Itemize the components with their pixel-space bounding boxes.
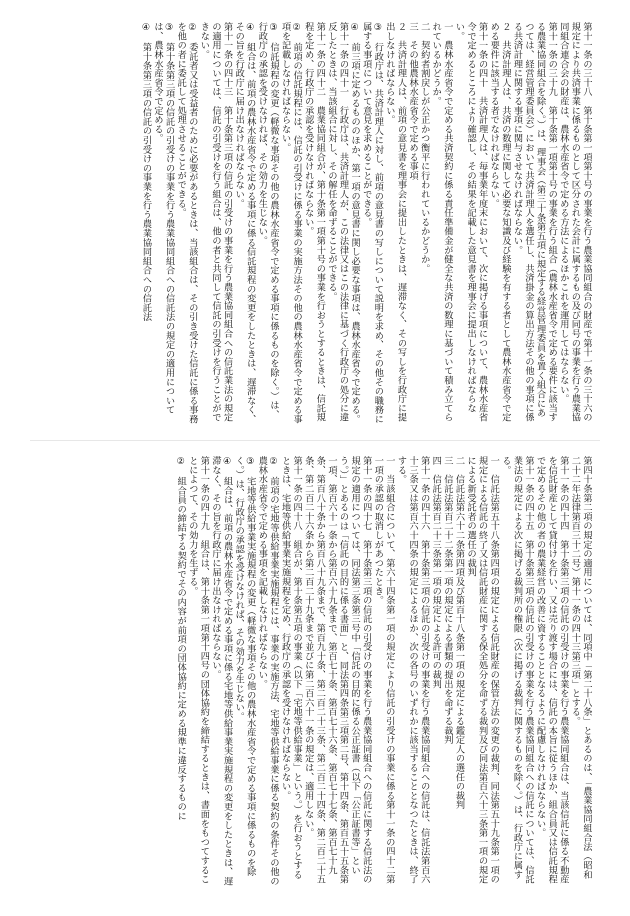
article-a41 bbox=[325, 22, 348, 424]
article-a40 bbox=[349, 22, 488, 424]
article-paragraph: 三 その他農林水産省令で定める事項 bbox=[407, 22, 419, 181]
article-heading-paragraph: 第十一条の四十 共済計理人は、毎事業年度末において、次に掲げる事項について、農林水産省令で定めるところにより確認し、その結果を記載した意見書を理事会に提出しなければならない。 bbox=[453, 22, 488, 422]
upper-text-flow bbox=[36, 22, 592, 424]
article-paragraph: ② 前項の宅地等供給事業実施規程には、事業の実施方法、宅地等供給事業に係る契約の条件その他の農林水産省令で定める事項を記載しなければならない。 bbox=[256, 456, 279, 886]
article-a45 bbox=[430, 456, 534, 888]
article-heading-paragraph: 第十一条の四十一 行政庁は、共済計理人が、この法律又はこの法律に基づく行政庁の処分に違反したときは、当該組合に対し、その解任を命ずることができる。 bbox=[325, 22, 349, 422]
article-paragraph: 二 信託法第六十二条第四項及び第百十八条第一項の規定による鑑定人の選任の裁判 bbox=[453, 456, 465, 810]
article-a38 bbox=[557, 22, 592, 424]
article-heading-paragraph: 第十一条の四十七 第十条第三項の信託の引受けの事業を行う農業協同組合への信託に関する信託法の規定の適用については、同法第三条第三号中「信託の目的に係る公正証書（以下「公正証書等」という。）」とあるのは「信託の目的に係る書面」と、同法第四条第三項第二号、第十四条、第百五十五条第一項、第百六十一条から第百六十九条まで、第百七十条、第百七十六条、第百七十七条、第百七十九条、第百八十条から第百八十九条まで、第百九十条、第二百二十三条、第二百二十四条、第二百二十五条、第二百二十六条から第二百二十九条まで並びに第二百六十一条の規定は、適用しない。 bbox=[302, 456, 372, 884]
article-paragraph: ④ 前三項に定めるもののほか、第一項の意見書に関し必要な事項は、農林水産省令で定める。 bbox=[349, 22, 361, 424]
article-heading-paragraph: 第十一条の四十八 組合が、第十条第五項の事業（以下「宅地等供給事業」という。）を行おうとするときは、宅地等供給事業実施規程を定め、行政庁の承認を受けなければならない。 bbox=[279, 456, 303, 880]
section-divider bbox=[30, 440, 600, 441]
article-paragraph: ③ 第十条第三項の信託の引受けの事業を行う農業協同組合への信託法の規定の適用については、農林水産省令で定める。 bbox=[152, 22, 175, 415]
article-a43 bbox=[140, 22, 233, 424]
lower-text-flow bbox=[36, 456, 592, 888]
article-paragraph: ③ 信託規程の変更（軽微な事項その他の農林水産省令で定める事項に係るものを除く。）は、行政庁の承認を受けなければ、その効力を生じない。 bbox=[256, 22, 279, 420]
article-heading-paragraph: 第十一条の三十九 第十条第一項第十号の事業を行う組合（農林水産省令で定める要件に該当する農業協同組合を除く。）は、理事会（第三十条第五項に規定する経営管理委員を置く組合にあつては、経営管理委員会）において共済計理人を選任し、共済掛金の算出方法その他の事項に係る共済計理に関する事項に関与させなければならない。 bbox=[511, 22, 558, 422]
article-paragraph: ２ 共済計理人は、前項の意見書を理事会に提出したときは、遅滞なく、その写しを行政庁に提出しなければならない。 bbox=[383, 22, 407, 422]
article-heading-paragraph: 第十一条の四十三 第十条第三項の信託の引受けの事業を行う農業協同組合への信託業法の規定の適用については、信託の引受けを行う組合は、他の者と共同して信託の引受けを行うことができない。 bbox=[198, 22, 233, 422]
lower-section bbox=[36, 456, 592, 888]
article-a47 bbox=[302, 456, 372, 888]
article-heading-paragraph: 第十一条の四十二 農業協同組合が、第十条第一項第十号の事業を行おうとするときは、信託規程を定め、行政庁の承認を受けなければならない。 bbox=[302, 22, 326, 422]
article-paragraph: 四 信託法第百二十三条第一項の規定による許可の裁判 bbox=[430, 456, 442, 689]
article-a44 bbox=[534, 456, 569, 888]
article-heading-paragraph: 第十一条の四十六 第十条第三項の信託の引受けの事業を行う農業協同組合への信託は、信託法第百六十三条又は第百六十四条の規定によるほか、次の各号のいずれかに該当することとなつたときは、終了する。 bbox=[395, 456, 430, 884]
article-paragraph: ③ 行政庁は、共済計理人に対し、前項の意見書の写しについて説明を求め、その他その職務に属する事項について意見を求めることができる。 bbox=[360, 22, 384, 424]
article-paragraph: 一 農林水産省令で定める共済契約に係る責任準備金が健全な共済の数理に基づいて積み立てられているかどうか。 bbox=[430, 22, 453, 422]
article-paragraph: ③ 宅地等供給事業実施規程の変更（軽微な事項その他の農林水産省令で定める事項に係るものを除く。）は、行政庁の承認を受けなければ、その効力を生じない。 bbox=[233, 456, 256, 877]
article-b1 bbox=[569, 456, 592, 888]
article-paragraph: 一 当該組合について、第六十四条第一項の規定により信託の引受けの事業に係る第十一条の四十二第一項の承認の取消しがあつたとき。 bbox=[372, 456, 395, 884]
article-paragraph: 一 信託法第五十八条第四項の規定による信託財産の保管方法の変更の裁判、同法第五十九条第一項の規定による信託の終了又は信託財産に関する保全処分を命ずる裁判及び同法第百六十三条第一項の規定による新受託者の選任の裁判 bbox=[465, 456, 500, 884]
article-a42 bbox=[233, 22, 326, 424]
upper-section bbox=[36, 22, 592, 424]
article-paragraph: ④ 組合は、前項の農林水産省令で定める事項に係る信託規程の変更をしたときは、遅滞なく、その旨を行政庁に届け出なければならない。 bbox=[233, 22, 256, 424]
article-paragraph: ④ 第十条第三項の信託の引受けの事業を行う農業協同組合への信託法 bbox=[140, 22, 152, 322]
article-heading-paragraph: 第十一条の四十五 第十条第三項の信託の引受けの事業を行う農業協同組合への信託については、信託業法の規定による次に掲げる裁判所の権限（次に掲げる裁判に関するものを除く。）は、行政庁に属する。 bbox=[499, 456, 535, 884]
article-a48 bbox=[209, 456, 302, 888]
article-a46 bbox=[372, 456, 430, 888]
article-heading-paragraph: 第十一条の四十四 第十条第三項の信託の引受けの事業を行う農業協同組合は、当該信託に係る不動産を信託財産として貸付けを行い、又は売り渡す場合には、信託の本旨に従うほか、組合員又は信託規程で定めるその他の者の農業経営の改善に資することとなるように配慮しなければならない。 bbox=[534, 456, 569, 884]
article-a39 bbox=[488, 22, 558, 424]
article-paragraph: 三 信託法第百二十二条第一項の規定による書類の提出を命ずる裁判 bbox=[441, 456, 453, 745]
article-a49 bbox=[175, 456, 210, 888]
article-heading-paragraph: 第十一条の三十八 第十条第一項第十号の事業を行う農業協同組合の財産で第十一条の三十六の規定により共済事業に係るものとして区分された会計に属するもの及び同号の事業を行う農業協同組合連合会の財産は、農林水産省令で定める方法によるほかこれを運用してはならない。 bbox=[557, 22, 592, 422]
article-paragraph: ④ 組合は、前項の農林水産省令で定める事項に係る宅地等供給事業実施規程の変更をしたときは、遅滞なく、その旨を行政庁に届け出なければならない。 bbox=[210, 456, 233, 886]
article-heading-paragraph: 第四十条第二項の規定の適用については、同項中「第二十八条」とあるのは、「農業協同組合法（昭和二十二年法律第百三十二号）第十一条の四十三第三項」とする。 bbox=[569, 456, 592, 880]
article-heading-paragraph: 第十一条の四十九 組合は、第十条第一項第十四号の団体協約を締結するときは、書面をもつてすることによつて、その効力を生ずる。 bbox=[186, 456, 210, 884]
article-paragraph: 二 契約者割戻しが公正かつ衡平に行われているかどうか。 bbox=[418, 22, 430, 274]
article-paragraph: ２ 共済計理人は、共済の数理に関して必要な知識及び経験を有する者として農林水産省令で定める要件に該当する者でなければならない。 bbox=[488, 22, 511, 422]
article-paragraph: ② 前項の信託規程には、信託の引受けに係る事業の実施方法その他の農林水産省令で定める事項を記載しなければならない。 bbox=[279, 22, 303, 424]
article-paragraph: ② 組合員の締結する契約でその内容が前項の団体協約に定める規準に違反するものに bbox=[175, 456, 187, 821]
article-paragraph: ② 委託者又は受益者のために必要があるときは、当該組合は、その引き受けた信託に係る事務を他の者に委託して処理させることができる。 bbox=[175, 22, 198, 424]
